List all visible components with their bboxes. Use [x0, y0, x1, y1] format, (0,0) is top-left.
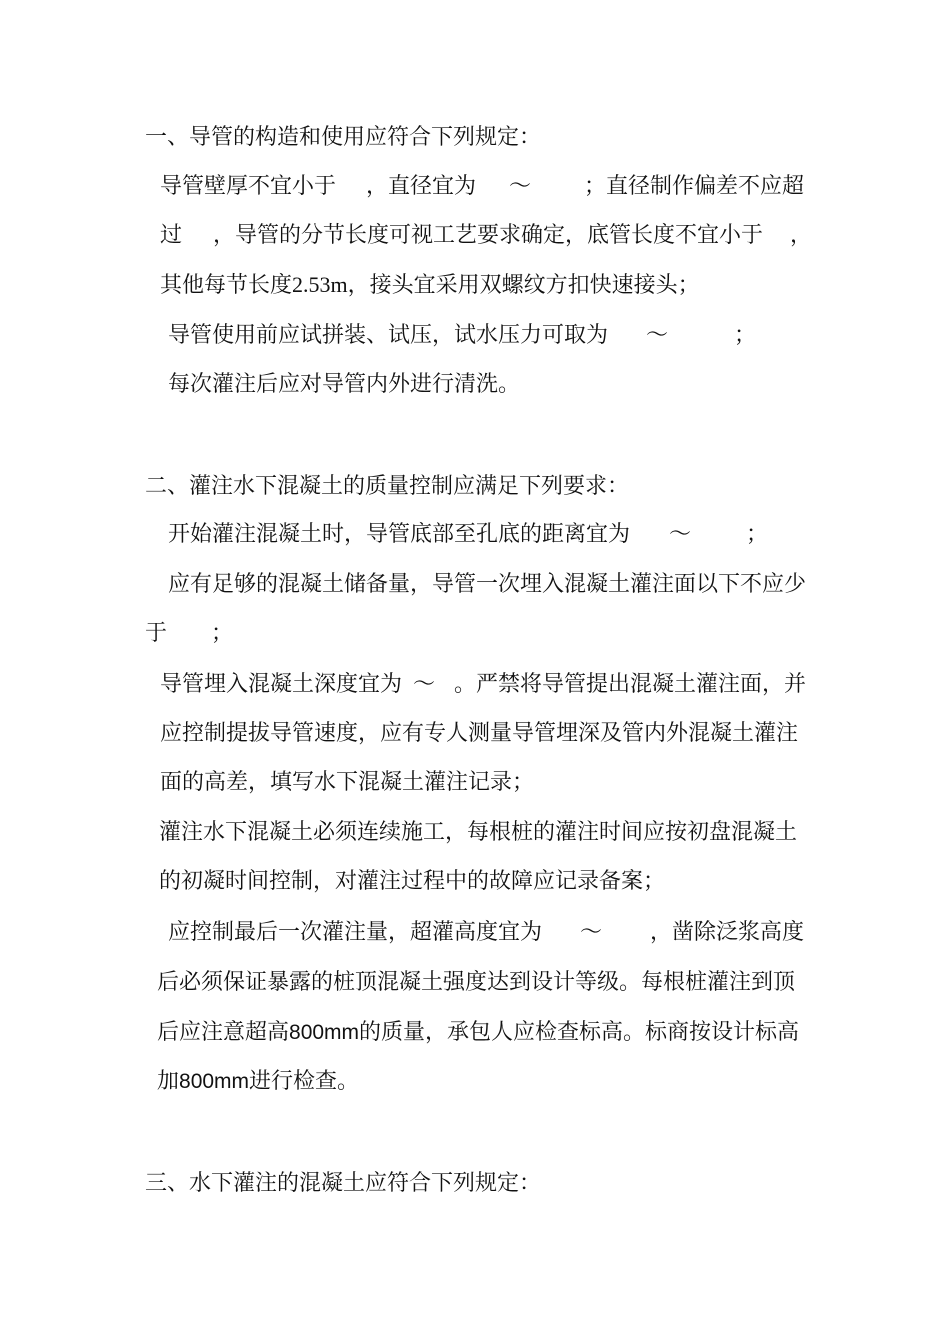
section-1-heading — [0, 123, 950, 151]
height-value: 800mm — [179, 1070, 250, 1093]
section-2-item-2-line-1 — [0, 570, 950, 598]
text-segment: 应有足够的混凝土储备量，导管一次埋入混凝土灌注面以下不应少 — [168, 571, 807, 596]
section-1-item-1-line-2 — [0, 221, 950, 249]
text-segment: 的质量，承包人应检查标高。标商按设计标高 — [359, 1019, 800, 1044]
text-segment: 于 — [145, 620, 168, 645]
text-segment: ； — [746, 521, 769, 546]
text-segment: ， — [790, 222, 813, 247]
text-segment: ； — [211, 620, 234, 645]
tilde-range-mark: ～ — [580, 919, 603, 944]
section-2-item-2-line-2 — [0, 619, 950, 647]
text-segment: 应控制提拔导管速度，应有专人测量导管埋深及管内外混凝土灌注 — [160, 720, 799, 745]
section-3-heading-text: 三、水下灌注的混凝土应符合下列规定： — [145, 1170, 542, 1195]
text-segment: 导管壁厚不宜小于 — [160, 173, 337, 198]
text-segment: ，直径宜为 — [366, 173, 477, 198]
text-segment: 开始灌注混凝土时，导管底部至孔底的距离宜为 — [168, 521, 631, 546]
text-segment: 后应注意超高 — [157, 1019, 290, 1044]
section-2-item-1 — [0, 520, 950, 548]
section-3-heading — [0, 1169, 950, 1197]
text-segment: 应控制最后一次灌注量，超灌高度宜为 — [168, 919, 543, 944]
text-segment: 灌注水下混凝土必须连续施工，每根桩的灌注时间应按初盘混凝土 — [159, 819, 798, 844]
section-1-item-2 — [0, 321, 950, 349]
text-segment: 导管埋入混凝土深度宜为 — [160, 671, 403, 696]
text-segment: 。严禁将导管提出混凝土灌注面，并 — [454, 671, 807, 696]
section-2-heading-text: 二、灌注水下混凝土的质量控制应满足下列要求： — [145, 473, 630, 498]
text-segment: ，导管的分节长度可视工艺要求确定，底管长度不宜小于 — [213, 222, 764, 247]
height-value: 800mm — [289, 1021, 360, 1044]
tilde-range-mark: ～ — [646, 322, 669, 347]
text-segment: ； — [734, 322, 757, 347]
text-segment: 其他每节长度2.53m，接头宜采用双螺纹方扣快速接头； — [160, 272, 700, 297]
section-2-item-3-line-1 — [0, 670, 950, 698]
text-segment: ；直径制作偏差不应超 — [584, 173, 805, 198]
text-segment: 过 — [160, 222, 183, 247]
section-2-heading — [0, 472, 950, 500]
text-segment: ，凿除泛浆高度 — [650, 919, 805, 944]
section-1-item-1-line-3 — [0, 271, 950, 299]
tilde-range-mark: ～ — [669, 521, 692, 546]
text-segment: 面的高差，填写水下混凝土灌注记录； — [160, 769, 535, 794]
section-1-item-3 — [0, 370, 950, 398]
text-segment: 进行检查。 — [249, 1068, 360, 1093]
section-2-item-3-line-2 — [0, 719, 950, 747]
section-2-item-5-line-1 — [0, 918, 950, 946]
text-run — [157, 1067, 359, 1096]
tilde-range-mark: ～ — [509, 173, 532, 198]
text-segment: 的初凝时间控制，对灌注过程中的故障应记录备案； — [159, 868, 666, 893]
section-2-item-5-line-3 — [0, 1018, 950, 1046]
section-2-item-4-line-2 — [0, 867, 950, 895]
text-run — [157, 1018, 799, 1047]
section-1-item-1-line-1 — [0, 172, 950, 200]
tilde-range-mark: ～ — [413, 671, 436, 696]
section-2-item-4-line-1 — [0, 818, 950, 846]
text-segment: 导管使用前应试拼装、试压，试水压力可取为 — [168, 322, 609, 347]
section-1-heading-text: 一、导管的构造和使用应符合下列规定： — [145, 124, 542, 149]
text-segment: 加 — [157, 1068, 180, 1093]
section-2-item-5-line-2 — [0, 968, 950, 996]
section-2-item-5-line-4 — [0, 1067, 950, 1095]
text-segment: 后必须保证暴露的桩顶混凝土强度达到设计等级。每根桩灌注到顶 — [157, 969, 796, 994]
section-2-item-3-line-3 — [0, 768, 950, 796]
text-segment: 每次灌注后应对导管内外进行清洗。 — [168, 371, 521, 396]
